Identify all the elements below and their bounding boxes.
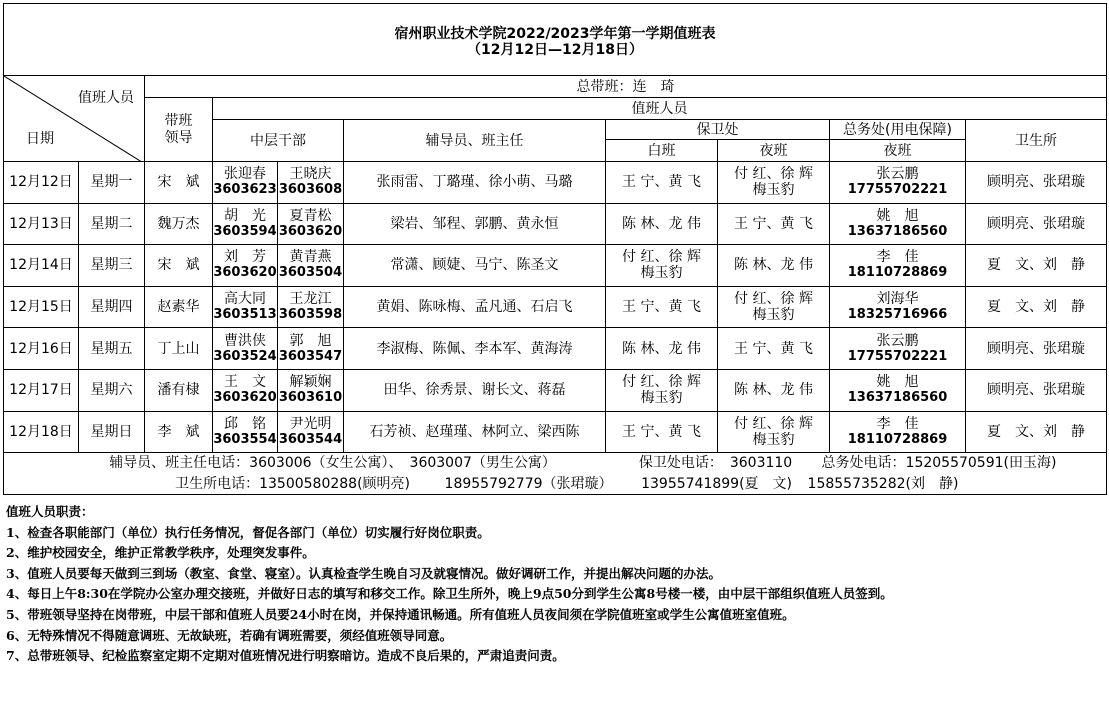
duty-staff-header: 值班人员 xyxy=(213,98,1107,120)
row-security-night xyxy=(718,286,830,328)
general-affairs-header: 总务处(用电保障) xyxy=(830,120,966,140)
row-security-day-line: 王 宁、黄 飞 xyxy=(622,174,701,191)
clinic-phone-2: 18955792779（张珺璇） xyxy=(444,475,613,492)
cadre-1-name: 高大同 xyxy=(224,291,266,308)
row-security-night xyxy=(718,369,830,411)
row-general-affairs xyxy=(830,411,966,453)
cadre-1-phone: 3603513 xyxy=(213,307,277,323)
roster-row xyxy=(4,328,1107,370)
row-date: 12月14日 xyxy=(4,245,79,287)
row-cadre-1 xyxy=(213,411,278,453)
cadre-2-name: 解颖娴 xyxy=(289,374,332,391)
roster-row xyxy=(4,162,1107,204)
row-security-day-line: 梅玉豹 xyxy=(640,390,683,407)
roster-table xyxy=(3,3,1107,495)
cadre-2-name: 王晓庆 xyxy=(289,166,332,183)
row-cadre-1 xyxy=(213,245,278,287)
clinic-phone-1: 卫生所电话：13500580288(顾明亮) xyxy=(175,475,410,492)
leader-header: 带班领导 xyxy=(145,98,213,162)
row-leader: 宋 斌 xyxy=(145,162,213,204)
security-phone: 保卫处电话： 3603110 xyxy=(638,455,793,472)
row-leader: 李 斌 xyxy=(145,411,213,453)
row-security-night-line: 梅玉豹 xyxy=(752,307,795,324)
row-security-day-line: 付 红、徐 辉 xyxy=(622,249,701,266)
clinic-phone-3: 13955741899(夏 文) xyxy=(641,475,792,492)
row-cadre-2 xyxy=(278,286,344,328)
cadre-1-name: 邱 铭 xyxy=(224,415,266,432)
cadre-2-phone: 3603544 xyxy=(278,431,343,447)
row-security-night-line: 梅玉豹 xyxy=(752,182,795,199)
row-weekday: 星期五 xyxy=(79,328,145,370)
cadre-2-name: 王龙江 xyxy=(289,291,332,308)
row-general-affairs xyxy=(830,162,966,204)
day-shift-header: 白班 xyxy=(606,140,718,162)
row-date: 12月17日 xyxy=(4,369,79,411)
row-date: 12月18日 xyxy=(4,411,79,453)
counselor-header: 辅导员、班主任 xyxy=(344,120,606,162)
duty-item-2: 2、维护校园安全，维护正常教学秩序，处理突发事件。 xyxy=(6,545,315,561)
general-affairs-phone: 总务处电话：15205570591(田玉海) xyxy=(821,455,1057,472)
general-leader: 总带班：连 琦 xyxy=(145,76,1107,98)
row-clinic: 夏 文、刘 静 xyxy=(966,286,1107,328)
cadre-1-name: 曹洪侠 xyxy=(224,332,266,349)
cadre-1-name: 张迎春 xyxy=(224,166,266,183)
night-shift-header: 夜班 xyxy=(718,140,830,162)
row-security-night xyxy=(718,245,830,287)
row-counselors: 黄娟、陈咏梅、孟凡通、石启飞 xyxy=(344,286,606,328)
row-leader: 丁上山 xyxy=(145,328,213,370)
row-security-day xyxy=(606,203,718,245)
row-date: 12月13日 xyxy=(4,203,79,245)
row-cadre-2 xyxy=(278,369,344,411)
clinic-header: 卫生所 xyxy=(966,120,1107,162)
cadre-1-phone: 3603620 xyxy=(213,390,277,406)
ga-name: 李 佳 xyxy=(876,415,919,432)
cadre-2-name: 夏青松 xyxy=(289,207,332,224)
row-security-night xyxy=(718,328,830,370)
row-security-night-line: 陈 林、龙 伟 xyxy=(734,382,813,399)
cadre-1-phone: 3603623 xyxy=(213,182,277,198)
roster-row xyxy=(4,411,1107,453)
security-header: 保卫处 xyxy=(606,120,830,140)
ga-name: 姚 旭 xyxy=(876,207,919,224)
row-weekday: 星期一 xyxy=(79,162,145,204)
duties-heading: 值班人员职责： xyxy=(6,504,94,519)
ga-name: 刘海华 xyxy=(876,291,919,308)
row-clinic: 顾明亮、张珺璇 xyxy=(966,162,1107,204)
diagonal-line xyxy=(4,76,145,162)
row-weekday: 星期六 xyxy=(79,369,145,411)
row-leader: 宋 斌 xyxy=(145,245,213,287)
cadre-1-phone: 3603554 xyxy=(213,431,277,447)
row-leader: 赵素华 xyxy=(145,286,213,328)
row-counselors: 李淑梅、陈佩、李本军、黄海涛 xyxy=(344,328,606,370)
row-general-affairs xyxy=(830,203,966,245)
row-security-night xyxy=(718,411,830,453)
page-subtitle: （12月12日—12月18日） xyxy=(467,41,643,58)
row-general-affairs xyxy=(830,286,966,328)
middle-cadre-header: 中层干部 xyxy=(213,120,344,162)
ga-name: 李 佳 xyxy=(876,249,919,266)
roster-row xyxy=(4,286,1107,328)
row-security-day-line: 陈 林、龙 伟 xyxy=(622,215,701,232)
row-clinic: 夏 文、刘 静 xyxy=(966,411,1107,453)
row-cadre-1 xyxy=(213,369,278,411)
diag-person-label: 值班人员 xyxy=(78,90,134,106)
row-weekday: 星期三 xyxy=(79,245,145,287)
duty-responsibilities xyxy=(3,502,1106,667)
ga-night-shift-header: 夜班 xyxy=(830,140,966,162)
row-security-night-line: 王 宁、黄 飞 xyxy=(734,340,813,357)
row-date: 12月15日 xyxy=(4,286,79,328)
row-cadre-1 xyxy=(213,162,278,204)
ga-phone: 18110728869 xyxy=(847,431,948,447)
row-clinic: 顾明亮、张珺璇 xyxy=(966,328,1107,370)
row-clinic: 顾明亮、张珺璇 xyxy=(966,369,1107,411)
row-security-day xyxy=(606,162,718,204)
row-date: 12月16日 xyxy=(4,328,79,370)
clinic-phone-4: 15855735282(刘 静) xyxy=(807,475,959,492)
cadre-2-name: 黄青燕 xyxy=(289,249,332,266)
row-date: 12月12日 xyxy=(4,162,79,204)
diag-date-label: 日期 xyxy=(26,131,54,147)
cadre-2-name: 郭 旭 xyxy=(289,332,332,349)
row-counselors: 张雨雷、丁璐瑾、徐小萌、马璐 xyxy=(344,162,606,204)
row-leader: 魏万杰 xyxy=(145,203,213,245)
cadre-2-phone: 3603608 xyxy=(278,182,343,198)
row-clinic: 夏 文、刘 静 xyxy=(966,245,1107,287)
duty-item-5: 5、带班领导坚持在岗带班，中层干部和值班人员要24小时在岗，并保持通讯畅通。所有值班人员夜间须在学院值班室或学生公寓值班室值班。 xyxy=(6,606,795,622)
row-weekday: 星期二 xyxy=(79,203,145,245)
row-security-day-line: 付 红、徐 辉 xyxy=(622,374,701,391)
row-security-day-line: 陈 林、龙 伟 xyxy=(622,340,701,357)
row-security-night-line: 陈 林、龙 伟 xyxy=(734,257,813,274)
row-security-night-line: 王 宁、黄 飞 xyxy=(734,215,813,232)
cadre-2-name: 尹光明 xyxy=(289,415,332,432)
row-clinic: 顾明亮、张珺璇 xyxy=(966,203,1107,245)
duty-item-4: 4、每日上午8:30在学院办公室办理交接班，并做好日志的填写和移交工作。除卫生所外，晚上9点50分到学生公寓8号楼一楼，由中层干部组织值班人员签到。 xyxy=(6,586,893,602)
cadre-2-phone: 3603504 xyxy=(278,265,343,281)
row-security-day xyxy=(606,245,718,287)
cadre-1-name: 胡 光 xyxy=(224,207,266,224)
ga-name: 姚 旭 xyxy=(876,374,919,391)
page-title: 宿州职业技术学院2022/2023学年第一学期值班表 xyxy=(394,25,716,42)
row-security-night-line: 付 红、徐 辉 xyxy=(734,291,813,308)
title-block xyxy=(4,4,1107,76)
cadre-1-phone: 3603594 xyxy=(213,223,277,239)
row-security-night-line: 付 红、徐 辉 xyxy=(734,166,813,183)
row-security-day-line: 梅玉豹 xyxy=(640,265,683,282)
contacts-line-1 xyxy=(4,453,1107,474)
row-general-affairs xyxy=(830,328,966,370)
ga-phone: 17755702221 xyxy=(847,348,948,364)
row-security-night-line: 付 红、徐 辉 xyxy=(734,415,813,432)
row-cadre-1 xyxy=(213,286,278,328)
ga-name: 张云鹏 xyxy=(876,332,919,349)
cadre-2-phone: 3603598 xyxy=(278,307,343,323)
roster-rows xyxy=(4,162,1107,453)
duty-item-1: 1、检查各职能部门（单位）执行任务情况，督促各部门（单位）切实履行好岗位职责。 xyxy=(6,524,490,540)
cadre-1-phone: 3603620 xyxy=(213,265,277,281)
ga-phone: 18110728869 xyxy=(847,265,948,281)
row-cadre-1 xyxy=(213,203,278,245)
row-weekday: 星期四 xyxy=(79,286,145,328)
row-cadre-2 xyxy=(278,162,344,204)
row-cadre-2 xyxy=(278,328,344,370)
row-general-affairs xyxy=(830,369,966,411)
row-counselors: 田华、徐秀景、谢长文、蒋磊 xyxy=(344,369,606,411)
ga-name: 张云鹏 xyxy=(876,166,919,183)
diagonal-header xyxy=(4,76,145,162)
row-security-day xyxy=(606,286,718,328)
cadre-2-phone: 3603547 xyxy=(278,348,343,364)
cadre-1-name: 王 文 xyxy=(224,374,266,391)
ga-phone: 18325716966 xyxy=(847,307,948,323)
roster-row xyxy=(4,369,1107,411)
row-security-day xyxy=(606,369,718,411)
roster-row xyxy=(4,203,1107,245)
row-counselors: 梁岩、邹程、郭鹏、黄永恒 xyxy=(344,203,606,245)
duty-item-6: 6、无特殊情况不得随意调班、无故缺班，若确有调班需要，须经值班领导同意。 xyxy=(6,627,453,643)
row-security-night xyxy=(718,203,830,245)
row-security-day-line: 王 宁、黄 飞 xyxy=(622,299,701,316)
duty-item-3: 3、值班人员要每天做到三到场（教室、食堂、寝室）。认真检查学生晚自习及就寝情况。做好调研工作，并提出解决问题的办法。 xyxy=(6,565,721,581)
duty-item-7: 7、总带班领导、纪检监察室定期不定期对值班情况进行明察暗访。造成不良后果的，严肃追责问责。 xyxy=(6,648,565,664)
cadre-2-phone: 3603620 xyxy=(278,223,343,239)
row-weekday: 星期日 xyxy=(79,411,145,453)
row-counselors: 石芳祯、赵瑾瑾、林阿立、梁西陈 xyxy=(344,411,606,453)
contacts-line-2 xyxy=(4,474,1107,495)
row-general-affairs xyxy=(830,245,966,287)
ga-phone: 17755702221 xyxy=(847,182,948,198)
row-cadre-2 xyxy=(278,411,344,453)
roster-row xyxy=(4,245,1107,287)
row-security-day xyxy=(606,328,718,370)
row-leader: 潘有棣 xyxy=(145,369,213,411)
row-security-night-line: 梅玉豹 xyxy=(752,431,795,448)
cadre-1-phone: 3603524 xyxy=(213,348,277,364)
cadre-2-phone: 3603610 xyxy=(278,390,343,406)
row-counselors: 常潇、顾婕、马宁、陈圣文 xyxy=(344,245,606,287)
ga-phone: 13637186560 xyxy=(847,223,948,239)
cadre-1-name: 刘 芳 xyxy=(224,249,266,266)
row-cadre-2 xyxy=(278,203,344,245)
row-security-day xyxy=(606,411,718,453)
row-security-day-line: 王 宁、黄 飞 xyxy=(622,423,701,440)
row-cadre-2 xyxy=(278,245,344,287)
row-cadre-1 xyxy=(213,328,278,370)
counselor-phones: 辅导员、班主任电话：3603006（女生公寓）、 3603007（男生公寓） xyxy=(109,455,556,472)
row-security-night xyxy=(718,162,830,204)
ga-phone: 13637186560 xyxy=(847,390,948,406)
